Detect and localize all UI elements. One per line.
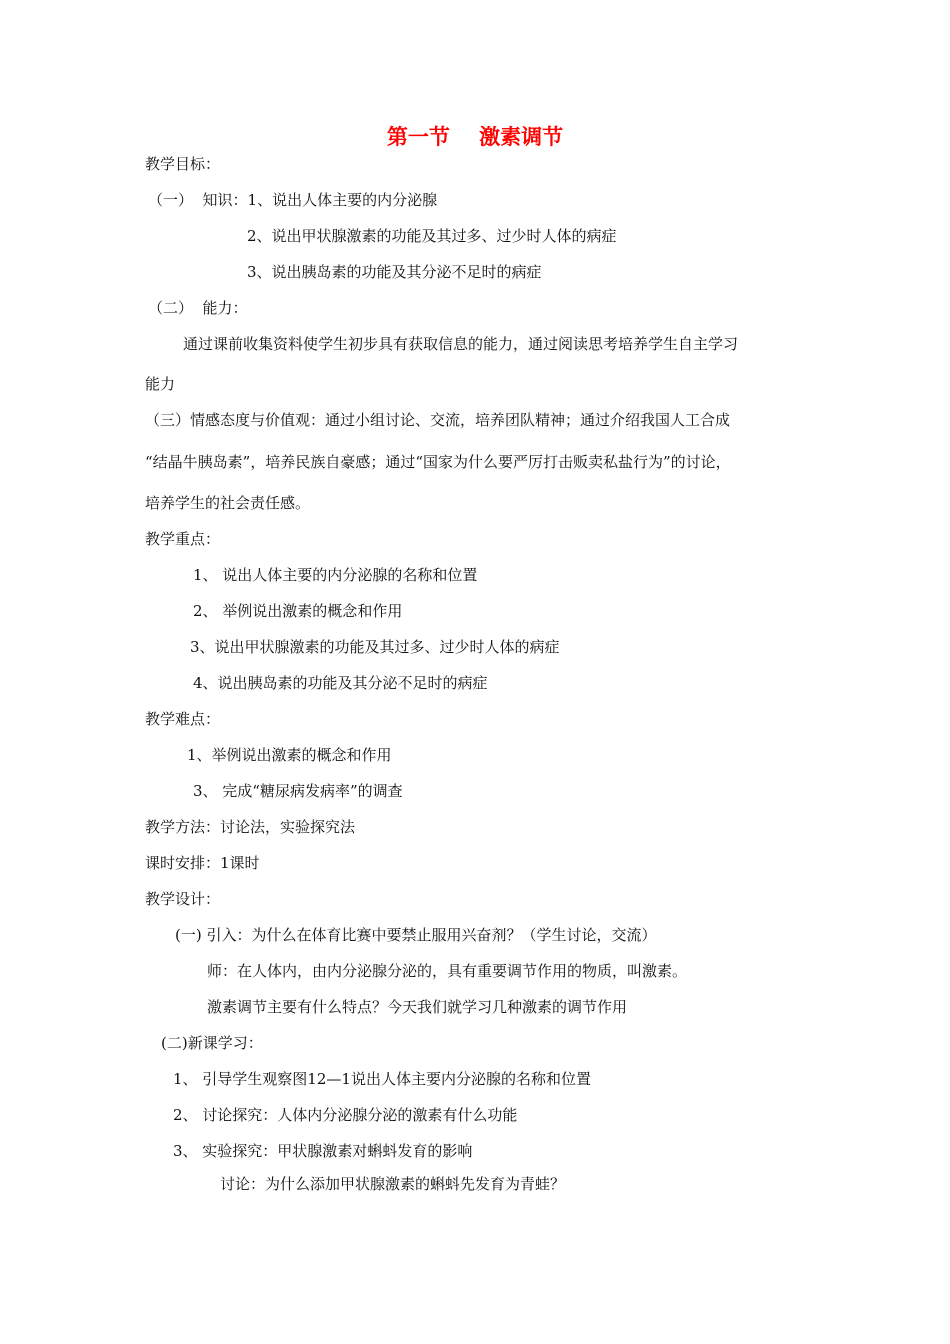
teaching-method: 教学方法：讨论法，实验探究法 xyxy=(145,818,356,836)
step-item-1: 1、 引导学生观察图12—1说出人体主要内分泌腺的名称和位置 xyxy=(173,1070,591,1088)
discussion-line: 讨论：为什么添加甲状腺激素的蝌蚪先发育为青蛙？ xyxy=(220,1175,566,1193)
step-item-3: 3、 实验探究：甲状腺激素对蝌蚪发育的影响 xyxy=(173,1142,473,1160)
intro-line: (一) 引入：为什么在体育比赛中要禁止服用兴奋剂？（学生讨论，交流） xyxy=(175,926,657,944)
difficulty-heading: 教学难点： xyxy=(145,710,221,728)
key-item-1: 1、 说出人体主要的内分泌腺的名称和位置 xyxy=(193,566,478,584)
goals-heading: 教学目标： xyxy=(145,155,221,173)
question-line: 激素调节主要有什么特点？今天我们就学习几种激素的调节作用 xyxy=(207,998,628,1016)
new-lesson-heading: (二)新课学习： xyxy=(161,1034,263,1052)
key-item-3: 3、说出甲状腺激素的功能及其过多、过少时人体的病症 xyxy=(190,638,560,656)
key-heading: 教学重点： xyxy=(145,530,221,548)
emotion-line-2: “结晶牛胰岛素”，培养民族自豪感；通过“国家为什么要严厉打击贩卖私盐行为”的讨论， xyxy=(145,453,731,471)
knowledge-line-3: 3、说出胰岛素的功能及其分泌不足时的病症 xyxy=(247,263,542,281)
design-heading: 教学设计： xyxy=(145,890,221,908)
ability-label: （二） 能力： xyxy=(148,299,248,317)
step-item-2: 2、 讨论探究：人体内分泌腺分泌的激素有什么功能 xyxy=(173,1106,518,1124)
schedule: 课时安排：1课时 xyxy=(145,854,260,872)
difficulty-item-2: 3、 完成“糖尿病发病率”的调查 xyxy=(193,782,403,800)
knowledge-line-1: （一） 知识：1、说出人体主要的内分泌腺 xyxy=(148,191,438,209)
knowledge-line-2: 2、说出甲状腺激素的功能及其过多、过少时人体的病症 xyxy=(247,227,617,245)
key-item-2: 2、 举例说出激素的概念和作用 xyxy=(193,602,403,620)
key-item-4: 4、说出胰岛素的功能及其分泌不足时的病症 xyxy=(193,674,488,692)
emotion-line-1: （三）情感态度与价值观：通过小组讨论、交流，培养团队精神；通过介绍我国人工合成 xyxy=(145,411,731,429)
ability-text-2: 能力 xyxy=(145,375,176,393)
difficulty-item-1: 1、举例说出激素的概念和作用 xyxy=(187,746,392,764)
teacher-line: 师：在人体内，由内分泌腺分泌的，具有重要调节作用的物质，叫激素。 xyxy=(207,962,688,980)
ability-text-1: 通过课前收集资料使学生初步具有获取信息的能力，通过阅读思考培养学生自主学习 xyxy=(183,335,739,353)
document-title: 第一节 激素调节 xyxy=(386,124,564,149)
emotion-line-3: 培养学生的社会责任感。 xyxy=(145,494,311,512)
